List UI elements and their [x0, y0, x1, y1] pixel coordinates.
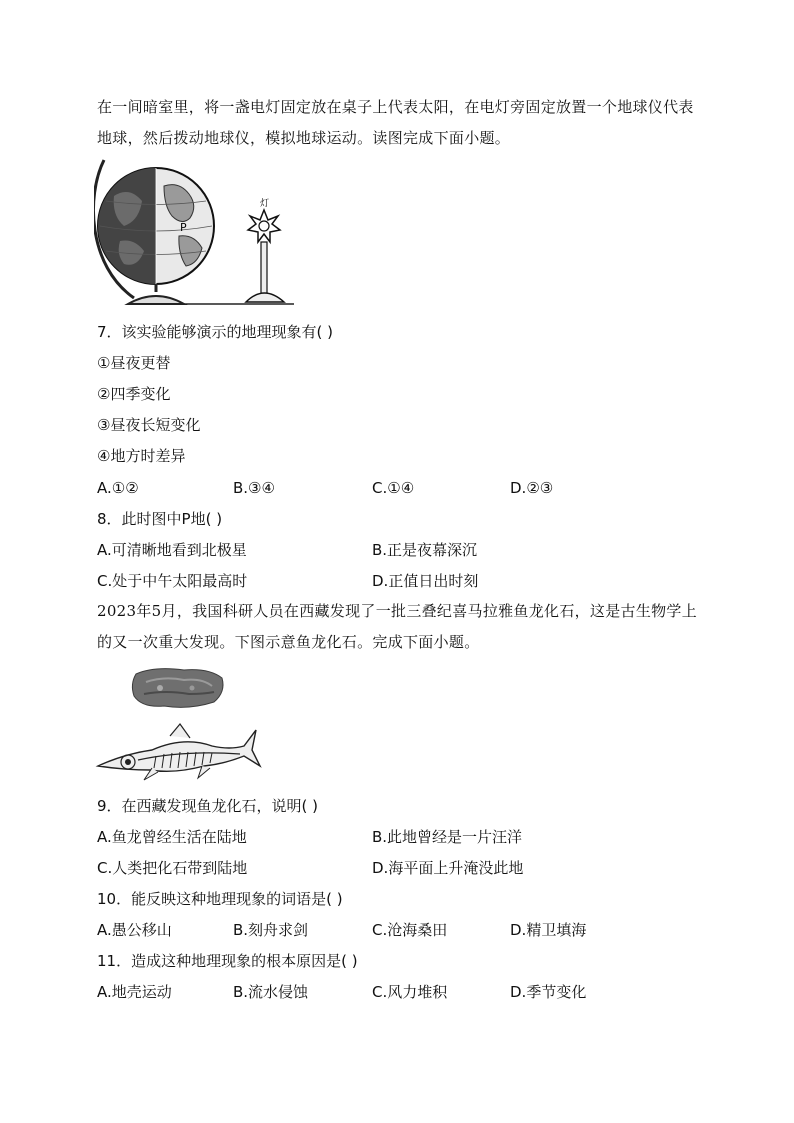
- question-9-stem: 9．在西藏发现鱼龙化石，说明( ): [97, 797, 319, 815]
- question-9-option-b[interactable]: B.此地曾经是一片汪洋: [372, 828, 523, 846]
- question-11-stem: 11．造成这种地理现象的根本原因是( ): [97, 952, 358, 970]
- question-8-option-b[interactable]: B.正是夜幕深沉: [372, 541, 478, 559]
- question-11-option-d[interactable]: D.季节变化: [510, 983, 587, 1001]
- question-7-option-b[interactable]: B.③④: [233, 479, 275, 497]
- question-10-option-d[interactable]: D.精卫填海: [510, 921, 587, 939]
- question-7-item-1: ①昼夜更替: [97, 354, 171, 372]
- question-10-option-c[interactable]: C.沧海桑田: [372, 921, 448, 939]
- question-11-option-a[interactable]: A.地壳运动: [97, 983, 172, 1001]
- question-8-stem: 8．此时图中P地( ): [97, 510, 223, 528]
- ichthyosaur-fossil-figure: [94, 664, 264, 784]
- question-7-item-2: ②四季变化: [97, 385, 171, 403]
- question-9-option-c[interactable]: C.人类把化石带到陆地: [97, 859, 248, 877]
- intro-paragraph-2: 2023年5月，我国科研人员在西藏发现了一批三叠纪喜马拉雅鱼龙化石，这是古生物学上的又一次重大发现。下图示意鱼龙化石。完成下面小题。: [97, 602, 698, 651]
- lamp-sun-icon: [248, 210, 280, 242]
- question-9-option-a[interactable]: A.鱼龙曾经生活在陆地: [97, 828, 247, 846]
- question-8-option-a[interactable]: A.可清晰地看到北极星: [97, 541, 247, 559]
- question-7-option-c[interactable]: C.①④: [372, 479, 415, 497]
- globe-base: [128, 296, 184, 304]
- question-11-option-b[interactable]: B.流水侵蚀: [233, 983, 309, 1001]
- question-7-option-d[interactable]: D.②③: [510, 479, 554, 497]
- lamp-base: [246, 293, 284, 302]
- question-7-stem: 7．该实验能够演示的地理现象有( ): [97, 323, 334, 341]
- lamp-pole: [261, 242, 267, 294]
- question-7-item-3: ③昼夜长短变化: [97, 416, 201, 434]
- question-9-option-d[interactable]: D.海平面上升淹没此地: [372, 859, 524, 877]
- question-10-stem: 10．能反映这种地理现象的词语是( ): [97, 890, 343, 908]
- question-10-option-b[interactable]: B.刻舟求剑: [233, 921, 309, 939]
- globe-lamp-figure: [94, 156, 304, 306]
- intro-paragraph-1: 在一间暗室里，将一盏电灯固定放在桌子上代表太阳，在电灯旁固定放置一个地球仪代表地球，然后拨动地球仪，模拟地球运动。读图完成下面小题。: [97, 98, 694, 147]
- point-p-label: P: [180, 221, 187, 234]
- question-11-option-c[interactable]: C.风力堆积: [372, 983, 448, 1001]
- fossil-rock-image: [132, 669, 223, 708]
- question-7-item-4: ④地方时差异: [97, 447, 186, 465]
- question-10-option-a[interactable]: A.愚公移山: [97, 921, 172, 939]
- ichthyosaur-skeleton-image: [98, 724, 260, 780]
- question-8-option-d[interactable]: D.正值日出时刻: [372, 572, 479, 590]
- lamp-label: 灯: [260, 199, 270, 209]
- question-7-option-a[interactable]: A.①②: [97, 479, 139, 497]
- question-8-option-c[interactable]: C.处于中午太阳最高时: [97, 572, 248, 590]
